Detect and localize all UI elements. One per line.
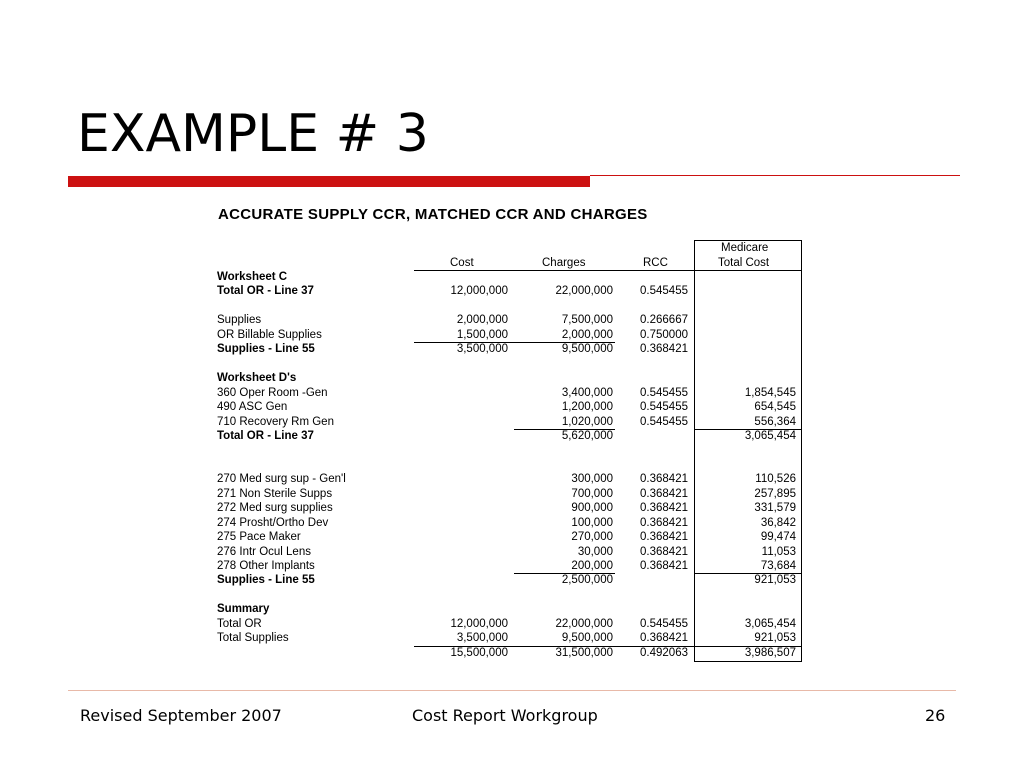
- row-charges-value: 7,500,000: [561, 314, 613, 326]
- row-charges-value: 22,000,000: [555, 618, 613, 630]
- row-rcc-value: 0.368421: [640, 531, 688, 543]
- row-rcc-value: 0.545455: [640, 416, 688, 428]
- medicare-box-bottom: [694, 661, 802, 662]
- footer-rule: [68, 690, 956, 691]
- row-medicare-value: 921,053: [754, 574, 796, 586]
- row-rcc-value: 0.266667: [640, 314, 688, 326]
- row-rcc-value: 0.545455: [640, 285, 688, 297]
- row-rcc-value: 0.545455: [640, 387, 688, 399]
- row-rcc-value: 0.368421: [640, 473, 688, 485]
- footer-revision-date: Revised September 2007: [80, 706, 282, 725]
- header-total-cost: Total Cost: [718, 257, 770, 269]
- header-rcc: RCC: [643, 257, 668, 269]
- row-charges-value: 900,000: [571, 502, 613, 514]
- row-charges-value: 5,620,000: [561, 430, 613, 442]
- row-cost-value: 15,500,000: [450, 647, 508, 659]
- row-label: OR Billable Supplies: [217, 329, 322, 341]
- row-label: Supplies - Line 55: [217, 343, 315, 355]
- row-medicare-value: 36,842: [760, 517, 796, 529]
- row-label: 276 Intr Ocul Lens: [217, 546, 311, 558]
- row-charges-value: 2,500,000: [561, 574, 613, 586]
- row-cost-value: 3,500,000: [456, 343, 508, 355]
- row-label: Total OR - Line 37: [217, 430, 314, 442]
- row-label: 275 Pace Maker: [217, 531, 301, 543]
- row-medicare-value: 921,053: [754, 632, 796, 644]
- medicare-box-right: [801, 240, 802, 661]
- row-charges-value: 22,000,000: [555, 285, 613, 297]
- medicare-box-left: [694, 240, 695, 661]
- row-medicare-value: 654,545: [754, 401, 796, 413]
- row-rcc-value: 0.368421: [640, 343, 688, 355]
- row-medicare-value: 1,854,545: [744, 387, 796, 399]
- row-rcc-value: 0.750000: [640, 329, 688, 341]
- medicare-box-top: [694, 240, 802, 241]
- row-label: Worksheet D's: [217, 372, 297, 384]
- row-label: 271 Non Sterile Supps: [217, 488, 333, 500]
- row-medicare-value: 3,065,454: [744, 618, 796, 630]
- row-charges-value: 3,400,000: [561, 387, 613, 399]
- row-cost-value: 12,000,000: [450, 285, 508, 297]
- row-label: 272 Med surg supplies: [217, 502, 333, 514]
- row-rcc-value: 0.545455: [640, 401, 688, 413]
- row-medicare-value: 331,579: [754, 502, 796, 514]
- footer-workgroup: Cost Report Workgroup: [412, 706, 598, 725]
- table-title: ACCURATE SUPPLY CCR, MATCHED CCR AND CHARGES: [218, 206, 648, 223]
- row-rcc-value: 0.545455: [640, 618, 688, 630]
- row-rcc-value: 0.368421: [640, 502, 688, 514]
- row-cost-value: 1,500,000: [456, 329, 508, 341]
- row-rcc-value: 0.368421: [640, 488, 688, 500]
- row-charges-value: 30,000: [577, 546, 613, 558]
- row-charges-value: 270,000: [571, 531, 613, 543]
- row-label: 274 Prosht/Ortho Dev: [217, 517, 329, 529]
- row-medicare-value: 110,526: [755, 473, 796, 485]
- row-medicare-value: 73,684: [760, 560, 796, 572]
- row-medicare-value: 3,986,507: [744, 647, 796, 659]
- row-medicare-value: 11,053: [761, 546, 796, 558]
- row-rcc-value: 0.368421: [640, 546, 688, 558]
- row-charges-value: 1,020,000: [561, 416, 613, 428]
- row-charges-value: 31,500,000: [555, 647, 613, 659]
- header-cost: Cost: [450, 257, 474, 269]
- row-charges-value: 2,000,000: [561, 329, 613, 341]
- row-charges-value: 300,000: [571, 473, 613, 485]
- row-label: 270 Med surg sup - Gen'l: [217, 473, 346, 485]
- header-underline: [414, 270, 802, 271]
- row-cost-value: 12,000,000: [450, 618, 508, 630]
- row-label: 490 ASC Gen: [217, 401, 288, 413]
- header-medicare: Medicare: [721, 242, 769, 254]
- row-charges-value: 9,500,000: [561, 343, 613, 355]
- row-cost-value: 3,500,000: [456, 632, 508, 644]
- row-label: Supplies - Line 55: [217, 574, 315, 586]
- header-charges: Charges: [542, 257, 586, 269]
- row-rcc-value: 0.368421: [640, 560, 688, 572]
- row-label: Total OR - Line 37: [217, 285, 314, 297]
- row-cost-value: 2,000,000: [456, 314, 508, 326]
- row-charges-value: 200,000: [571, 560, 613, 572]
- row-medicare-value: 556,364: [754, 416, 796, 428]
- row-charges-value: 1,200,000: [561, 401, 613, 413]
- row-label: Worksheet C: [217, 271, 288, 283]
- row-rcc-value: 0.492063: [640, 647, 688, 659]
- row-label: Summary: [217, 603, 270, 615]
- row-rcc-value: 0.368421: [640, 517, 688, 529]
- row-label: 360 Oper Room -Gen: [217, 387, 328, 399]
- row-label: 278 Other Implants: [217, 560, 315, 572]
- row-rcc-value: 0.368421: [640, 632, 688, 644]
- row-label: Total OR: [217, 618, 262, 630]
- row-charges-value: 100,000: [571, 517, 613, 529]
- row-label: Total Supplies: [217, 632, 289, 644]
- slide-title: EXAMPLE # 3: [77, 104, 429, 164]
- row-charges-value: 9,500,000: [561, 632, 613, 644]
- row-medicare-value: 257,895: [754, 488, 796, 500]
- row-medicare-value: 3,065,454: [744, 430, 796, 442]
- page-number: 26: [925, 706, 946, 725]
- row-medicare-value: 99,474: [760, 531, 796, 543]
- row-label: 710 Recovery Rm Gen: [217, 416, 334, 428]
- row-label: Supplies: [217, 314, 262, 326]
- row-charges-value: 700,000: [571, 488, 613, 500]
